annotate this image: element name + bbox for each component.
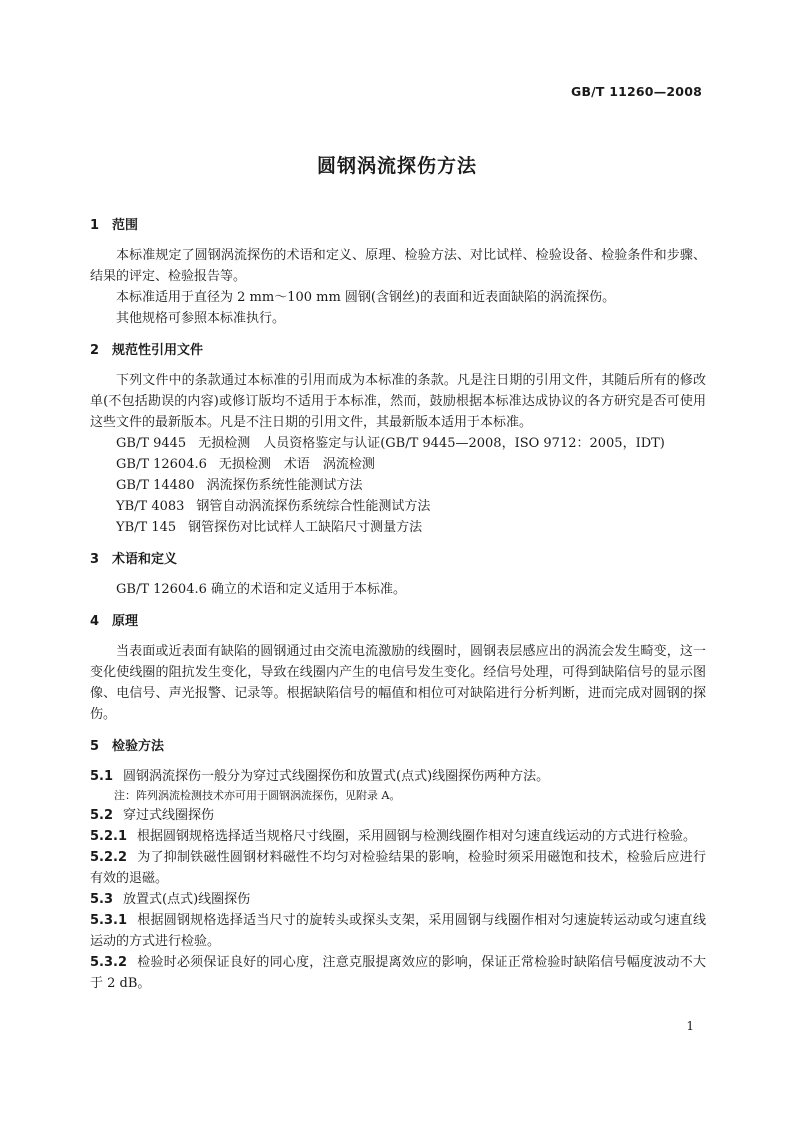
section-heading-test-methods: 5 检验方法 bbox=[90, 739, 165, 754]
clause: 5.3.1 根据圆钢规格选择适当尺寸的旋转头或探头支架，采用圆钢与线圈作相对匀速旋转运动或匀速直线运动的方式进行检验。 bbox=[90, 913, 706, 949]
clause: 5.2.1 根据圆钢规格选择适当规格尺寸线圈，采用圆钢与检测线圈作相对匀速直线运动的方式进行检验。 bbox=[90, 829, 697, 844]
paragraph: GB/T 12604.6 确立的术语和定义适用于本标准。 bbox=[116, 582, 407, 597]
clause: 5.2.2 为了抑制铁磁性圆钢材料磁性不均匀对检验结果的影响，检验时须采用磁饱和技术，检验后应进行有效的退磁。 bbox=[90, 850, 706, 886]
reference-item: GB/T 14480 涡流探伤系统性能测试方法 bbox=[116, 478, 363, 493]
paragraph: 其他规格可参照本标准执行。 bbox=[116, 311, 286, 326]
paragraph: 本标准适用于直径为 2 mm～100 mm 圆钢(含钢丝)的表面和近表面缺陷的涡流探伤。 bbox=[116, 290, 616, 305]
reference-item: GB/T 12604.6 无损检测 术语 涡流检测 bbox=[116, 457, 375, 472]
paragraph: 下列文件中的条款通过本标准的引用而成为本标准的条款。凡是注日期的引用文件，其随后所有的修改单(不包括勘误的内容)或修订版均不适用于本标准，然而，鼓励根据本标准达成协议的各方研究是否可使用这些文件的最新版本。凡是不注日期的引用文件，其最新版本适用于本标准。 bbox=[90, 373, 706, 430]
section-heading-scope: 1 范围 bbox=[90, 218, 139, 233]
standard-number: GB/T 11260—2008 bbox=[570, 84, 702, 99]
clause: 5.1 圆钢涡流探伤一般分为穿过式线圈探伤和放置式(点式)线圈探伤两种方法。 bbox=[90, 769, 550, 784]
section-heading-principle: 4 原理 bbox=[90, 614, 139, 629]
clause: 5.2 穿过式线圈探伤 bbox=[90, 808, 215, 823]
reference-item: YB/T 4083 钢管自动涡流探伤系统综合性能测试方法 bbox=[116, 499, 431, 514]
clause: 5.3 放置式(点式)线圈探伤 bbox=[90, 892, 251, 907]
clause: 5.3.2 检验时必须保证良好的同心度，注意克服提离效应的影响，保证正常检验时缺陷信号幅度波动不大于 2 dB。 bbox=[90, 955, 706, 991]
note: 注：阵列涡流检测技术亦可用于圆钢涡流探伤，见附录 A。 bbox=[114, 789, 401, 802]
paragraph: 本标准规定了圆钢涡流探伤的术语和定义、原理、检验方法、对比试样、检验设备、检验条件和步骤、结果的评定、检验报告等。 bbox=[90, 248, 706, 284]
document-title: 圆钢涡流探伤方法 bbox=[316, 155, 477, 177]
document-body bbox=[90, 215, 706, 994]
section-heading-normative-references: 2 规范性引用文件 bbox=[90, 343, 204, 358]
reference-item: YB/T 145 钢管探伤对比试样人工缺陷尺寸测量方法 bbox=[116, 520, 423, 535]
paragraph: 当表面或近表面有缺陷的圆钢通过由交流电流激励的线圈时，圆钢表层感应出的涡流会发生畸变，这一变化使线圈的阻抗发生变化，导致在线圈内产生的电信号发生变化。经信号处理，可得到缺陷信号的显示图像、电信号、声光报警、记录等。根据缺陷信号的幅值和相位可对缺陷进行分析判断，进而完成对圆钢的探伤。 bbox=[90, 644, 706, 722]
reference-item: GB/T 9445 无损检测 人员资格鉴定与认证(GB/T 9445—2008，ISO 9712：2005，IDT) bbox=[116, 436, 665, 451]
page-number: 1 bbox=[686, 1019, 694, 1033]
section-heading-terms: 3 术语和定义 bbox=[90, 552, 178, 567]
